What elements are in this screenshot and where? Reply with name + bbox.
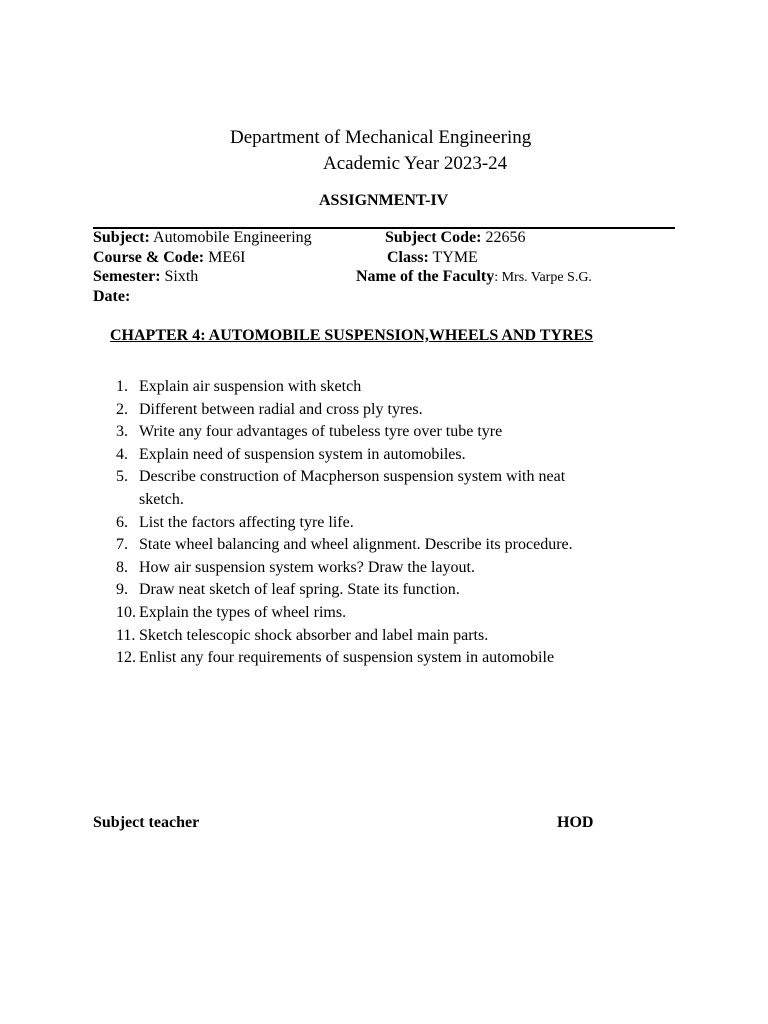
question-text: Explain air suspension with sketch [139,378,362,395]
semester-value: Sixth [164,268,199,285]
question-number: 3. [116,423,128,441]
course-value: ME6I [208,249,246,266]
course-field [93,249,245,267]
question-text: Enlist any four requirements of suspension system in automobile [139,649,555,667]
question-text: Explain the types of wheel rims. [139,604,347,621]
question-number: 6. [116,513,128,531]
question-text-continuation: sketch. [139,491,184,508]
subject-code-field [385,229,525,247]
subject-code-value: 22656 [485,229,526,246]
question-number: 5. [116,468,128,486]
question-text: Sketch telescopic shock absorber and label main parts. [139,626,489,644]
question-text: Describe construction of Macpherson suspension system with neat [139,468,566,486]
faculty-label: Name of the Faculty [356,268,495,285]
question-text: Explain need of suspension system in automobiles. [139,445,466,463]
class-value: TYME [432,249,478,266]
question-text: Draw neat sketch of leaf spring. State its function. [139,581,460,599]
course-label: Course & Code: [93,249,205,266]
subject-label: Subject: [93,229,150,246]
question-number: 12. [116,649,136,667]
question-number: 11. [116,626,136,644]
question-number: 1. [116,378,128,395]
class-label: Class: [387,249,429,266]
faculty-field [356,268,592,286]
academic-year: Academic Year 2023-24 [323,153,508,174]
question-text: List the factors affecting tyre life. [139,513,354,531]
date-field [93,288,130,306]
question-number: 2. [116,400,128,418]
subject-value: Automobile Engineering [153,229,312,246]
subject-field [93,229,312,247]
question-number: 7. [116,536,128,554]
subject-code-label: Subject Code: [385,229,482,246]
subject-teacher-signature: Subject teacher [93,814,200,831]
question-number: 8. [116,558,128,576]
question-number: 10. [116,604,136,621]
question-text: Different between radial and cross ply tyres. [139,400,423,418]
semester-field [93,268,198,286]
assignment-title: ASSIGNMENT-IV [319,192,449,209]
question-text: How air suspension system works? Draw the layout. [139,558,475,576]
question-number: 4. [116,445,128,463]
date-label: Date: [93,288,131,305]
faculty-value: : Mrs. Varpe S.G. [494,270,592,285]
semester-label: Semester: [93,268,161,285]
chapter-title: CHAPTER 4: AUTOMOBILE SUSPENSION,WHEELS AND TYRES [110,327,594,344]
question-text: Write any four advantages of tubeless tyre over tube tyre [139,423,503,441]
department-title: Department of Mechanical Engineering [230,127,532,148]
question-text: State wheel balancing and wheel alignment. Describe its procedure. [139,536,573,554]
hod-signature: HOD [557,814,594,831]
class-field [387,249,478,267]
question-number: 9. [116,581,128,599]
